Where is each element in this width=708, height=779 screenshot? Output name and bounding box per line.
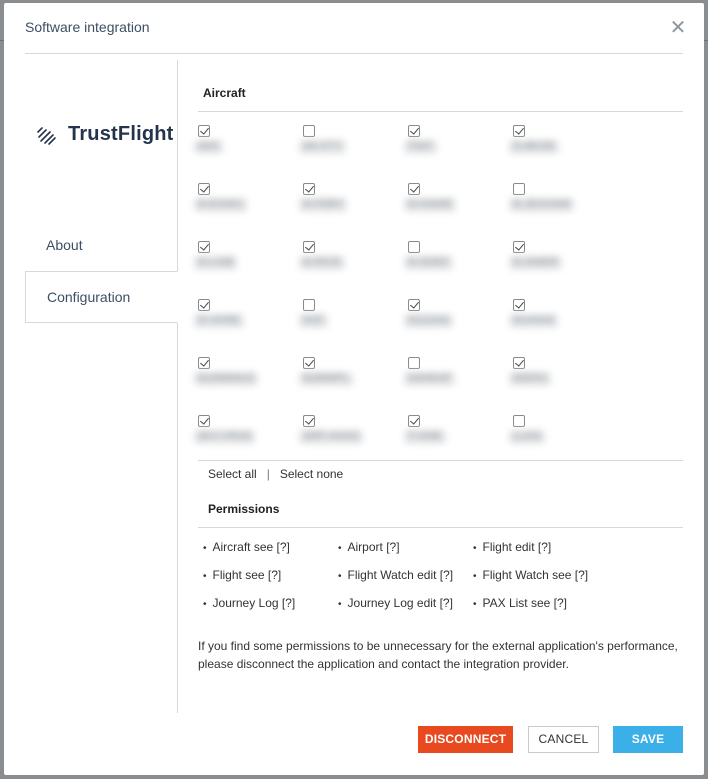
aircraft-item	[513, 183, 613, 223]
aircraft-item	[198, 299, 298, 339]
aircraft-item	[303, 415, 403, 455]
selection-links	[208, 467, 343, 481]
permissions-section-title: Permissions	[208, 502, 280, 516]
aircraft-section-title: Aircraft	[203, 86, 246, 100]
aircraft-item	[198, 241, 298, 281]
header-divider	[25, 53, 683, 54]
aircraft-label: N-EXWU	[194, 198, 247, 212]
sidebar-divider	[177, 60, 178, 713]
aircraft-label: N1F	[299, 314, 328, 328]
aircraft-item	[198, 357, 298, 397]
aircraft-item	[513, 125, 613, 165]
aircraft-label: T-ONE	[404, 430, 446, 444]
close-icon[interactable]: ✕	[669, 15, 687, 39]
permission-label[interactable]: Flight Watch see [?]	[482, 568, 589, 582]
permission-item	[338, 568, 453, 582]
aircraft-checkbox[interactable]	[513, 183, 525, 195]
aircraft-label: N-SDEF	[404, 256, 453, 270]
aircraft-checkbox[interactable]	[513, 357, 525, 369]
aircraft-checkbox[interactable]	[198, 357, 210, 369]
aircraft-checkbox[interactable]	[513, 299, 525, 311]
aircraft-label: N-RICE	[299, 256, 345, 270]
aircraft-item	[303, 183, 403, 223]
permission-label[interactable]: Aircraft see [?]	[212, 540, 290, 554]
integration-modal	[4, 3, 704, 775]
aircraft-checkbox[interactable]	[303, 241, 315, 253]
aircraft-item	[303, 357, 403, 397]
permission-label[interactable]: Journey Log [?]	[212, 596, 296, 610]
aircraft-item	[408, 183, 508, 223]
aircraft-checkbox[interactable]	[513, 241, 525, 253]
aircraft-checkbox[interactable]	[198, 183, 210, 195]
trustflight-logo	[36, 119, 174, 149]
aircraft-checkbox[interactable]	[198, 415, 210, 427]
permission-label[interactable]: Flight edit [?]	[482, 540, 552, 554]
aircraft-item	[408, 415, 508, 455]
bullet: •	[473, 571, 477, 582]
aircraft-checkbox[interactable]	[513, 415, 525, 427]
aircraft-label: N-FEBY	[299, 198, 347, 212]
bullet: •	[338, 571, 342, 582]
bullet: •	[473, 543, 477, 554]
bullet: •	[338, 599, 342, 610]
modal-title: Software integration	[25, 19, 150, 35]
bullet: •	[473, 599, 477, 610]
aircraft-checkbox[interactable]	[408, 125, 420, 137]
permission-item	[338, 596, 453, 610]
aircraft-bottom-divider	[198, 460, 683, 461]
permission-item	[203, 596, 295, 610]
aircraft-item	[198, 415, 298, 455]
permission-label[interactable]: Flight see [?]	[212, 568, 282, 582]
aircraft-label: T567	[404, 140, 437, 154]
save-button[interactable]: SAVE	[613, 726, 683, 753]
permission-item	[473, 568, 588, 582]
bullet: •	[203, 571, 207, 582]
aircraft-divider	[198, 111, 683, 112]
logo-text: TrustFlight	[68, 122, 174, 145]
tab-configuration[interactable]: Configuration	[25, 271, 178, 323]
permission-item	[473, 540, 551, 554]
aircraft-item	[303, 241, 403, 281]
aircraft-label: N144AA	[509, 314, 558, 328]
aircraft-item	[198, 183, 298, 223]
trustflight-logo-icon	[36, 122, 60, 146]
aircraft-checkbox[interactable]	[303, 357, 315, 369]
bullet: •	[203, 599, 207, 610]
aircraft-item	[303, 125, 403, 165]
aircraft-label: G-BKSE	[509, 140, 559, 154]
aircraft-label: A6-XTY	[299, 140, 346, 154]
aircraft-checkbox[interactable]	[303, 183, 315, 195]
aircraft-checkbox[interactable]	[408, 299, 420, 311]
aircraft-checkbox[interactable]	[198, 241, 210, 253]
aircraft-item	[513, 357, 613, 397]
aircraft-label: N-SWER	[509, 256, 562, 270]
permission-label[interactable]: Flight Watch edit [?]	[347, 568, 454, 582]
select-none-link[interactable]: Select none	[279, 467, 344, 481]
select-all-link[interactable]: Select all	[208, 467, 257, 481]
aircraft-item	[408, 241, 508, 281]
aircraft-checkbox[interactable]	[198, 299, 210, 311]
tab-about[interactable]: About	[26, 221, 178, 273]
aircraft-label: A6X	[194, 140, 223, 154]
aircraft-label: SRP-ASAS	[299, 430, 363, 444]
bullet: •	[203, 543, 207, 554]
permission-label[interactable]: Airport [?]	[347, 540, 400, 554]
aircraft-item	[513, 299, 613, 339]
aircraft-checkbox[interactable]	[198, 125, 210, 137]
aircraft-label: N122AA	[404, 314, 453, 328]
aircraft-label: N-VKRE	[194, 314, 244, 328]
aircraft-item	[408, 357, 508, 397]
aircraft-checkbox[interactable]	[408, 357, 420, 369]
aircraft-checkbox[interactable]	[408, 183, 420, 195]
aircraft-checkbox[interactable]	[303, 299, 315, 311]
aircraft-item	[303, 299, 403, 339]
aircraft-label: N1988WLE	[194, 372, 258, 386]
aircraft-checkbox[interactable]	[303, 125, 315, 137]
aircraft-item	[513, 241, 613, 281]
aircraft-label: N-LIAB	[194, 256, 237, 270]
aircraft-label: N2MMPL	[299, 372, 353, 386]
aircraft-checkbox[interactable]	[408, 415, 420, 427]
aircraft-label: LLDA	[509, 430, 545, 444]
aircraft-checkbox[interactable]	[513, 125, 525, 137]
aircraft-item	[408, 299, 508, 339]
aircraft-item	[408, 125, 508, 165]
permissions-notice: If you find some permissions to be unnecessary for the external application's performance, please disconnect the application and contact the integration provider.	[198, 639, 678, 671]
permission-item	[473, 596, 567, 610]
permission-item	[203, 540, 290, 554]
permission-label[interactable]: Journey Log edit [?]	[347, 596, 453, 610]
aircraft-label: N3HEAF	[404, 372, 455, 386]
selection-separator: |	[266, 467, 270, 481]
aircraft-checkbox[interactable]	[303, 415, 315, 427]
permission-item	[338, 540, 400, 554]
aircraft-label: SKY-VRX0	[194, 430, 255, 444]
bullet: •	[338, 543, 342, 554]
permission-item	[203, 568, 281, 582]
aircraft-label: N-JEXHAW	[509, 198, 574, 212]
cancel-button[interactable]: CANCEL	[528, 726, 599, 753]
permissions-divider	[198, 527, 683, 528]
disconnect-button[interactable]: DISCONNECT	[418, 726, 513, 753]
permission-label[interactable]: PAX List see [?]	[482, 596, 568, 610]
aircraft-label: N555X	[509, 372, 551, 386]
aircraft-item	[513, 415, 613, 455]
aircraft-checkbox[interactable]	[408, 241, 420, 253]
aircraft-label: N-HAWE	[404, 198, 456, 212]
aircraft-item	[198, 125, 298, 165]
